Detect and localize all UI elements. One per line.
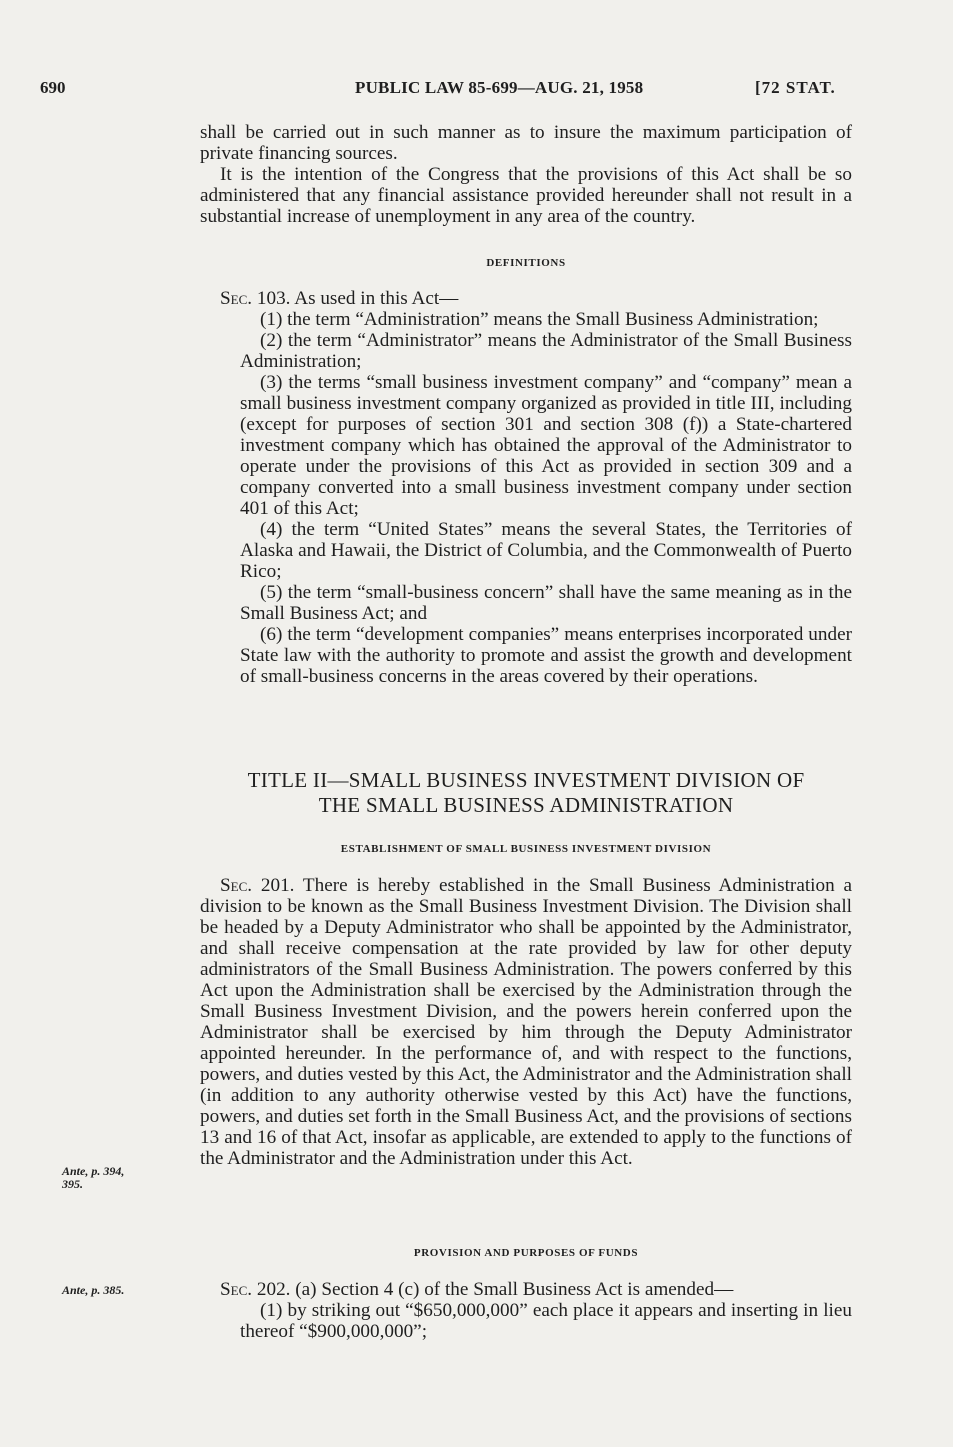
section-201-paragraph	[200, 875, 852, 1169]
title-ii-line-2: THE SMALL BUSINESS ADMINISTRATION	[318, 793, 734, 817]
title-ii-heading	[200, 768, 852, 818]
definition-item: (6) the term “development companies” means enterprises incorporated under State law with the authority to promote and assist the growth and development of small-business concerns in the areas covered by their operations.	[240, 624, 852, 687]
sec-label: Sec.	[220, 875, 253, 896]
section-201-text: 201. There is hereby established in the Small Business Administration a division to be known as the Small Business Investment Division. The Division shall be headed by a Deputy Administrator who shall be appointed by the Administrator, and shall receive compensation at the rate provided by law for other deputy administrators of the Small Business Administration. The powers conferred by this Act upon the Administration shall be exercised by the Administration through the Small Business Investment Division, and the powers herein conferred upon the Administrator shall be exercised by him through the Deputy Administrator appointed hereunder. In the performance of, and with respect to the functions, powers, and duties vested by this Act, the Administrator and the Administration shall (in addition to any authority otherwise vested by this Act) have the functions, powers, and duties set forth in the Small Business Act, and the provisions of sections 13 and 16 of that Act, insofar as applicable, are extended to apply to the functions of the Administrator and the Administration under this Act.	[200, 875, 852, 1169]
page-number: 690	[40, 78, 66, 97]
margin-note-ante-394	[62, 1165, 124, 1191]
title-ii-line-1: TITLE II—SMALL BUSINESS INVESTMENT DIVISION OF	[247, 768, 805, 792]
section-103-text: 103. As used in this Act—	[252, 288, 459, 309]
section-103-intro	[200, 288, 852, 309]
definition-item: (2) the term “Administrator” means the Administrator of the Small Business Administration;	[240, 330, 852, 372]
definition-item: (3) the terms “small business investment company” and “company” mean a small business investment company organized as provided in title III, including (except for purposes of section 301 and section 308 (f)) a State-chartered investment company which has obtained the approval of the Administrator to operate under the provisions of this Act as provided in section 309 and a company converted into a small business investment company under section 401 of this Act;	[240, 372, 852, 519]
running-header	[40, 78, 860, 104]
definitions-heading: DEFINITIONS	[486, 257, 566, 269]
definition-item: (4) the term “United States” means the several States, the Territories of Alaska and Hawaii, the District of Columbia, and the Commonwealth of Puerto Rico;	[240, 519, 852, 582]
margin-note-ante-385: Ante, p. 385.	[62, 1283, 125, 1297]
section-201-block	[200, 875, 852, 1169]
establishment-heading: ESTABLISHMENT OF SMALL BUSINESS INVESTMENT DIVISION	[340, 843, 712, 855]
margin-note-line-2: 395.	[62, 1177, 83, 1191]
intro-paragraph-1: shall be carried out in such manner as to insure the maximum participation of private financing sources.	[200, 122, 852, 164]
header-stat: [72 STAT.	[755, 78, 836, 97]
definition-item: (5) the term “small-business concern” shall have the same meaning as in the Small Business Act; and	[240, 582, 852, 624]
funds-heading: PROVISION AND PURPOSES OF FUNDS	[413, 1247, 639, 1259]
section-202-text: 202. (a) Section 4 (c) of the Small Business Act is amended—	[252, 1279, 734, 1300]
header-title: PUBLIC LAW 85-699—AUG. 21, 1958	[355, 78, 644, 97]
section-202-paragraph	[200, 1279, 852, 1300]
definitions-block	[200, 288, 852, 687]
definition-item: (1) the term “Administration” means the Small Business Administration;	[260, 309, 819, 330]
intro-paragraph-2: It is the intention of the Congress that the provisions of this Act shall be so administered that any financial assistance provided hereunder shall not result in a substantial increase of unemployment in any area of the country.	[200, 164, 852, 227]
intro-block	[200, 122, 852, 227]
sec-label: Sec.	[220, 1279, 253, 1300]
sec-label: Sec.	[220, 288, 253, 309]
margin-note-line-1: Ante, p. 394,	[62, 1164, 125, 1178]
section-202-block	[200, 1279, 852, 1342]
section-202-item-1: (1) by striking out “$650,000,000” each place it appears and inserting in lieu thereof “$900,000,000”;	[240, 1300, 852, 1342]
